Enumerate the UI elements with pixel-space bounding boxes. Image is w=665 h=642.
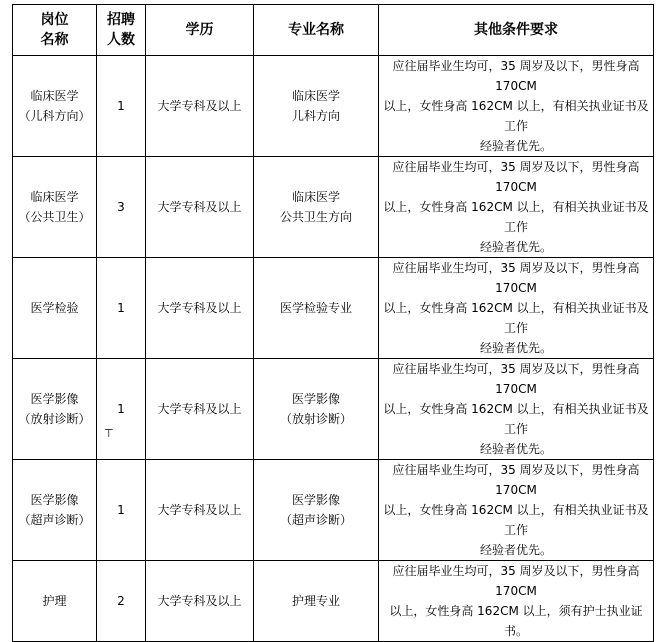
position-line: 医学检验 — [30, 301, 79, 315]
cell-requirements — [379, 460, 654, 561]
cell-major — [254, 258, 379, 359]
requirement-line: 经验者优先。 — [479, 240, 552, 254]
cell-count: 2 — [97, 561, 146, 642]
cell-requirements — [379, 56, 654, 157]
cell-position — [13, 359, 97, 460]
cell-major — [254, 157, 379, 258]
requirement-line: 经验者优先。 — [479, 543, 552, 557]
requirement-line: 以上，女性身高 162CM 以上，有相关执业证书及工作 — [383, 503, 649, 537]
position-line: （超声诊断） — [18, 513, 91, 527]
cell-major — [254, 56, 379, 157]
major-line: 医学检验专业 — [279, 301, 352, 315]
cell-requirements — [379, 157, 654, 258]
requirement-line: 经验者优先。 — [479, 442, 552, 456]
position-line: 医学影像 — [30, 493, 79, 507]
requirement-line: 应往届毕业生均可，35 周岁及以下，男性身高 170CM — [392, 564, 640, 598]
recruitment-table — [12, 4, 654, 642]
requirement-line: 以上，女性身高 162CM 以上，须有护士执业证书。 — [389, 604, 643, 638]
position-line: 临床医学 — [30, 190, 79, 204]
cell-position — [13, 157, 97, 258]
table-row — [13, 258, 654, 359]
cell-education: 大学专科及以上 — [146, 258, 254, 359]
requirement-line: 经验者优先。 — [479, 341, 552, 355]
header-position-line: 名称 — [40, 32, 69, 48]
cell-education: 大学专科及以上 — [146, 157, 254, 258]
cell-position — [13, 561, 97, 642]
requirement-line: 应往届毕业生均可，35 周岁及以下，男性身高 170CM — [392, 59, 640, 93]
major-line: 医学影像 — [291, 493, 340, 507]
requirement-line: 经验者优先。 — [479, 139, 552, 153]
cell-education: 大学专科及以上 — [146, 561, 254, 642]
header-count-line: 招聘 — [107, 12, 135, 28]
table-row — [13, 157, 654, 258]
position-line: 临床医学 — [30, 89, 79, 103]
table-row — [13, 56, 654, 157]
cell-major — [254, 359, 379, 460]
cell-major — [254, 460, 379, 561]
requirement-line: 以上，女性身高 162CM 以上，有相关执业证书及工作 — [383, 200, 649, 234]
header-count — [97, 5, 146, 56]
header-position — [13, 5, 97, 56]
requirement-line: 应往届毕业生均可，35 周岁及以下，男性身高 170CM — [392, 463, 640, 497]
cell-education: 大学专科及以上 — [146, 359, 254, 460]
major-line: （超声诊断） — [279, 513, 352, 527]
header-education: 学历 — [146, 5, 254, 56]
major-line: 临床医学 — [291, 89, 340, 103]
cell-education: 大学专科及以上 — [146, 460, 254, 561]
position-line: 护理 — [42, 594, 67, 608]
major-line: 临床医学 — [291, 190, 340, 204]
cell-position — [13, 258, 97, 359]
cell-count: 1 — [97, 258, 146, 359]
position-line: （公共卫生） — [18, 210, 91, 224]
header-major: 专业名称 — [254, 5, 379, 56]
cell-education: 大学专科及以上 — [146, 56, 254, 157]
table-row — [13, 359, 654, 460]
cell-requirements — [379, 359, 654, 460]
requirement-line: 以上，女性身高 162CM 以上，有相关执业证书及工作 — [383, 99, 649, 133]
major-line: 儿科方向 — [291, 109, 340, 123]
cell-count: 1 — [97, 359, 146, 460]
requirement-line: 应往届毕业生均可，35 周岁及以下，男性身高 170CM — [392, 160, 640, 194]
header-position-line: 岗位 — [40, 12, 69, 28]
requirement-line: 应往届毕业生均可，35 周岁及以下，男性身高 170CM — [392, 261, 640, 295]
requirement-line: 以上，女性身高 162CM 以上，有相关执业证书及工作 — [383, 402, 649, 436]
cell-major — [254, 561, 379, 642]
cell-requirements — [379, 561, 654, 642]
table-header-row — [13, 5, 654, 56]
header-requirements: 其他条件要求 — [379, 5, 654, 56]
requirement-line: 以上，女性身高 162CM 以上，有相关执业证书及工作 — [383, 301, 649, 335]
major-line: （放射诊断） — [279, 412, 352, 426]
cell-count: 1 — [97, 460, 146, 561]
cell-position — [13, 460, 97, 561]
position-line: （放射诊断） — [18, 412, 91, 426]
text-cursor-icon: ⊤ — [104, 427, 114, 440]
table-row — [13, 561, 654, 642]
major-line: 公共卫生方向 — [279, 210, 352, 224]
cell-count: 1 — [97, 56, 146, 157]
header-count-line: 人数 — [107, 32, 135, 48]
cell-position — [13, 56, 97, 157]
cell-requirements — [379, 258, 654, 359]
cell-count: 3 — [97, 157, 146, 258]
position-line: 医学影像 — [30, 392, 79, 406]
major-line: 医学影像 — [291, 392, 340, 406]
table-row — [13, 460, 654, 561]
major-line: 护理专业 — [291, 594, 340, 608]
requirement-line: 应往届毕业生均可，35 周岁及以下，男性身高 170CM — [392, 362, 640, 396]
position-line: （儿科方向） — [18, 109, 91, 123]
